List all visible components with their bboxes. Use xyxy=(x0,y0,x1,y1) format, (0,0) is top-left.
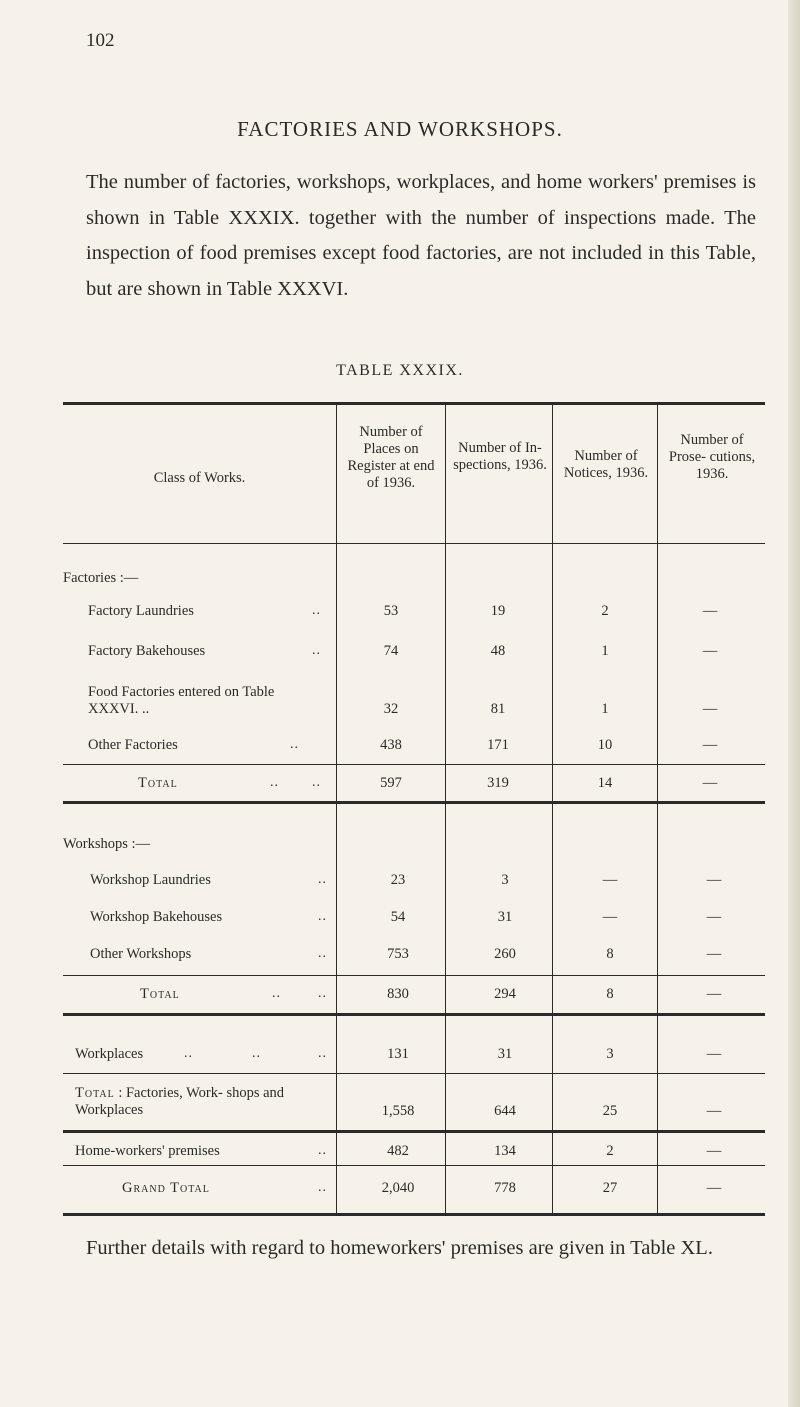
notices-value: 3 xyxy=(606,1046,614,1062)
table-bottom-rule xyxy=(63,1213,765,1216)
workplaces-bottom-rule xyxy=(63,1073,765,1074)
inspections-value: 81 xyxy=(490,701,506,717)
inspections-value: 294 xyxy=(494,986,516,1002)
header-bottom-rule xyxy=(63,543,765,544)
inspections-value: 48 xyxy=(490,643,506,659)
table-top-rule xyxy=(63,402,765,405)
header-places: Number of Places on Register at end of 1936. xyxy=(347,424,435,491)
notices-value: 8 xyxy=(606,946,614,962)
combined-total-bottom-rule xyxy=(63,1130,765,1133)
total-description: : Factories, Work- shops and Workplaces xyxy=(75,1085,285,1118)
places-value: 54 xyxy=(390,909,406,925)
leader-dots: .. xyxy=(184,1046,193,1061)
prosecutions-value: — xyxy=(706,1180,722,1196)
leader-dots: .. xyxy=(270,775,279,790)
places-value: 1,558 xyxy=(381,1103,415,1119)
notices-value: 2 xyxy=(601,603,609,619)
workshops-total-top-rule xyxy=(63,975,765,976)
row-label: Grand Total xyxy=(122,1180,210,1196)
prosecutions-value: — xyxy=(706,1143,722,1159)
prosecutions-value: — xyxy=(706,872,722,888)
notices-value: 14 xyxy=(597,775,613,791)
column-divider xyxy=(336,405,337,1213)
places-value: 438 xyxy=(380,737,402,753)
inspections-value: 31 xyxy=(497,909,513,925)
prosecutions-value: — xyxy=(702,775,718,791)
row-label xyxy=(75,1085,335,1119)
leader-dots: .. xyxy=(272,986,281,1001)
inspections-value: 644 xyxy=(494,1103,516,1119)
places-value: 53 xyxy=(383,603,399,619)
row-label: Workshop Bakehouses xyxy=(90,909,223,925)
leader-dots: .. xyxy=(318,1046,327,1061)
places-value: 482 xyxy=(387,1143,409,1159)
inspections-value: 260 xyxy=(494,946,516,962)
factories-total-top-rule xyxy=(63,764,765,765)
notices-value: 25 xyxy=(602,1103,618,1119)
inspections-value: 134 xyxy=(494,1143,516,1159)
inspections-value: 778 xyxy=(494,1180,516,1196)
notices-value: 10 xyxy=(597,737,613,753)
notices-value: — xyxy=(602,872,618,888)
column-divider xyxy=(445,405,446,1213)
header-class-of-works: Class of Works. xyxy=(153,470,246,486)
leader-dots: .. xyxy=(312,775,321,790)
header-prosecutions: Number of Prose- cutions, 1936. xyxy=(668,432,756,482)
prosecutions-value: — xyxy=(702,737,718,753)
row-label: Workplaces xyxy=(75,1046,144,1062)
leader-dots: .. xyxy=(318,1180,327,1195)
footer-paragraph: Further details with regard to homeworkers' premises are given in Table XL. xyxy=(86,1237,713,1259)
column-divider xyxy=(552,405,553,1213)
places-value: 2,040 xyxy=(381,1180,415,1196)
prosecutions-value: — xyxy=(706,946,722,962)
page-edge xyxy=(788,0,800,1407)
prosecutions-value: — xyxy=(706,1103,722,1119)
leader-dots: .. xyxy=(318,986,327,1001)
prosecutions-value: — xyxy=(702,643,718,659)
row-label: Other Factories xyxy=(88,737,178,753)
page-number: 102 xyxy=(86,30,115,51)
places-value: 753 xyxy=(387,946,409,962)
leader-dots: .. xyxy=(318,872,327,887)
notices-value: 1 xyxy=(601,701,609,717)
row-label: Workshop Laundries xyxy=(90,872,211,888)
page-title: FACTORIES AND WORKSHOPS. xyxy=(237,117,563,141)
row-label: Food Factories entered on Table XXXVI. .. xyxy=(88,684,275,717)
total-prefix: Total xyxy=(75,1085,115,1101)
leader-dots: .. xyxy=(312,643,321,658)
row-label: Total xyxy=(138,775,178,791)
inspections-value: 19 xyxy=(490,603,506,619)
inspections-value: 31 xyxy=(497,1046,513,1062)
places-value: 131 xyxy=(387,1046,409,1062)
column-divider xyxy=(657,405,658,1213)
leader-dots: .. xyxy=(318,909,327,924)
inspections-value: 171 xyxy=(487,737,509,753)
prosecutions-value: — xyxy=(706,986,722,1002)
workshops-heading: Workshops :— xyxy=(63,836,151,852)
places-value: 74 xyxy=(383,643,399,659)
workshops-total-bottom-rule xyxy=(63,1013,765,1016)
notices-value: 27 xyxy=(602,1180,618,1196)
factories-heading: Factories :— xyxy=(63,570,139,586)
row-label: Home-workers' premises xyxy=(75,1143,220,1159)
notices-value: 1 xyxy=(601,643,609,659)
prosecutions-value: — xyxy=(702,701,718,717)
leader-dots: .. xyxy=(290,737,299,752)
row-label: Other Workshops xyxy=(90,946,192,962)
inspections-value: 3 xyxy=(501,872,509,888)
leader-dots: .. xyxy=(252,1046,261,1061)
leader-dots: .. xyxy=(318,946,327,961)
header-notices: Number of Notices, 1936. xyxy=(563,448,649,481)
prosecutions-value: — xyxy=(702,603,718,619)
notices-value: — xyxy=(602,909,618,925)
row-label: Total xyxy=(140,986,180,1002)
table-caption: TABLE XXXIX. xyxy=(336,362,464,379)
leader-dots: .. xyxy=(318,1143,327,1158)
intro-paragraph: The number of factories, workshops, workplaces, and home workers' premises is shown in Table XXXIX. together with the number of inspections made. The inspection of food premises except food factories, are not included in this Table, but are shown in Table XXXVI. xyxy=(86,171,756,300)
inspections-value: 319 xyxy=(487,775,509,791)
leader-dots: .. xyxy=(312,603,321,618)
prosecutions-value: — xyxy=(706,909,722,925)
prosecutions-value: — xyxy=(706,1046,722,1062)
notices-value: 8 xyxy=(606,986,614,1002)
places-value: 32 xyxy=(383,701,399,717)
factories-total-bottom-rule xyxy=(63,801,765,804)
home-workers-bottom-rule xyxy=(63,1165,765,1166)
notices-value: 2 xyxy=(606,1143,614,1159)
row-label: Factory Laundries xyxy=(88,603,194,619)
places-value: 23 xyxy=(390,872,406,888)
row-label: Factory Bakehouses xyxy=(88,643,206,659)
header-inspections: Number of In- spections, 1936. xyxy=(453,440,547,473)
places-value: 830 xyxy=(387,986,409,1002)
places-value: 597 xyxy=(380,775,402,791)
